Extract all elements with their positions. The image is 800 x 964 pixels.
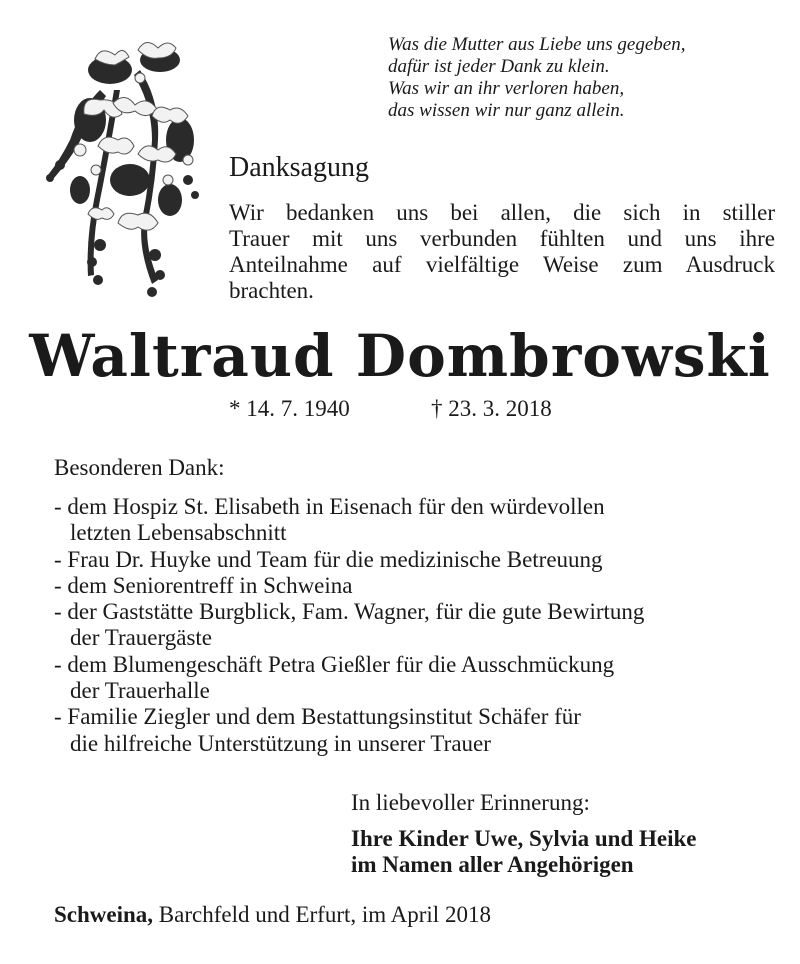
place-rest: Barchfeld und Erfurt, im April 2018 xyxy=(153,902,491,927)
signature xyxy=(351,826,696,878)
special-thanks-title: Besonderen Dank: xyxy=(54,455,225,480)
special-thanks-list xyxy=(54,494,774,757)
poem-line: Was die Mutter aus Liebe uns gegeben, xyxy=(388,34,686,55)
deceased-name: Waltraud Dombrowski xyxy=(29,322,771,390)
thanks-paragraph xyxy=(229,200,775,304)
remembrance-line: In liebevoller Erinnerung: xyxy=(351,790,590,815)
poem-line: Was wir an ihr verloren haben, xyxy=(388,78,625,99)
list-item: der Trauerhalle xyxy=(70,678,210,704)
thanks-line: Trauer mit uns verbunden fühlten und uns ihre xyxy=(229,226,775,251)
list-item: - dem Blumengeschäft Petra Gießler für die Ausschmückung xyxy=(54,651,615,677)
signature-line: im Namen aller Angehörigen xyxy=(351,852,634,877)
poem-line: das wissen wir nur ganz allein. xyxy=(388,100,625,121)
list-item: - Frau Dr. Huyke und Team für die medizinische Betreuung xyxy=(54,546,603,572)
list-item: - der Gaststätte Burgblick, Fam. Wagner, für die gute Bewirtung xyxy=(54,599,645,625)
signature-line: Ihre Kinder Uwe, Sylvia und Heike xyxy=(351,826,697,851)
death-date: † 23. 3. 2018 xyxy=(431,396,552,421)
thanks-line: Anteilnahme auf vielfältige Weise zum Ausdruck xyxy=(229,252,775,277)
list-item: die hilfreiche Unterstützung in unserer Trauer xyxy=(70,730,491,756)
poem xyxy=(388,34,768,122)
list-item: - dem Hospiz St. Elisabeth in Eisenach für den würdevollen xyxy=(54,494,605,519)
thanks-line: Wir bedanken uns bei allen, die sich in stiller xyxy=(229,200,775,225)
list-item: der Trauergäste xyxy=(70,625,213,651)
heading: Danksagung xyxy=(229,152,369,183)
list-item: letzten Lebensabschnitt xyxy=(70,520,287,546)
birth-date: * 14. 7. 1940 xyxy=(229,396,350,421)
flower-bouquet-icon xyxy=(40,30,210,310)
thanks-line: brachten. xyxy=(229,278,314,303)
place-bold: Schweina, xyxy=(54,902,154,927)
list-item: - Familie Ziegler und dem Bestattungsinstitut Schäfer für xyxy=(54,704,581,730)
list-item: - dem Seniorentreff in Schweina xyxy=(54,572,353,598)
poem-line: dafür ist jeder Dank zu klein. xyxy=(388,56,610,77)
place-date xyxy=(54,902,491,928)
